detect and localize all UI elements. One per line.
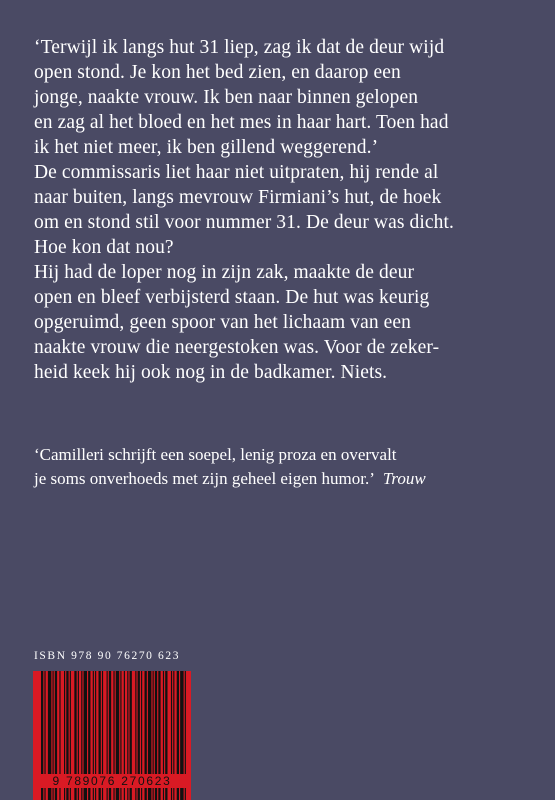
isbn-label: ISBN 978 90 76270 623	[34, 650, 181, 662]
barcode	[33, 671, 191, 800]
excerpt-line: naakte vrouw die neergestoken was. Voor de zeker-	[34, 337, 440, 358]
excerpt-line: naar buiten, langs mevrouw Firmiani’s hut, de hoek	[34, 187, 442, 208]
excerpt-line: om en stond stil voor nummer 31. De deur was dicht.	[34, 212, 454, 233]
barcode-digits: 9 789076 270623	[37, 774, 187, 788]
review-line: ‘Camilleri schrijft een soepel, lenig proza en overvalt	[34, 445, 397, 464]
excerpt-line: opgeruimd, geen spoor van het lichaam van een	[34, 312, 412, 333]
excerpt-line: ik het niet meer, ik ben gillend weggerend.’	[34, 137, 379, 158]
back-cover-excerpt	[34, 35, 534, 385]
excerpt-line: open en bleef verbijsterd staan. De hut was keurig	[34, 287, 430, 308]
excerpt-line: open stond. Je kon het bed zien, en daarop een	[34, 62, 401, 83]
excerpt-line: heid keek hij ook nog in de badkamer. Niets.	[34, 362, 388, 383]
review-quote	[34, 443, 534, 491]
review-line: je soms onverhoeds met zijn geheel eigen humor.’	[34, 469, 375, 488]
excerpt-line: De commissaris liet haar niet uitpraten, hij rende al	[34, 162, 439, 183]
excerpt-line: Hoe kon dat nou?	[34, 237, 174, 258]
excerpt-line: Hij had de loper nog in zijn zak, maakte de deur	[34, 262, 415, 283]
excerpt-line: ‘Terwijl ik langs hut 31 liep, zag ik dat de deur wijd	[34, 37, 445, 58]
review-source: Trouw	[382, 469, 426, 488]
excerpt-line: jonge, naakte vrouw. Ik ben naar binnen gelopen	[34, 87, 419, 108]
excerpt-line: en zag al het bloed en het mes in haar hart. Toen had	[34, 112, 449, 133]
review-line-with-source	[34, 467, 534, 491]
